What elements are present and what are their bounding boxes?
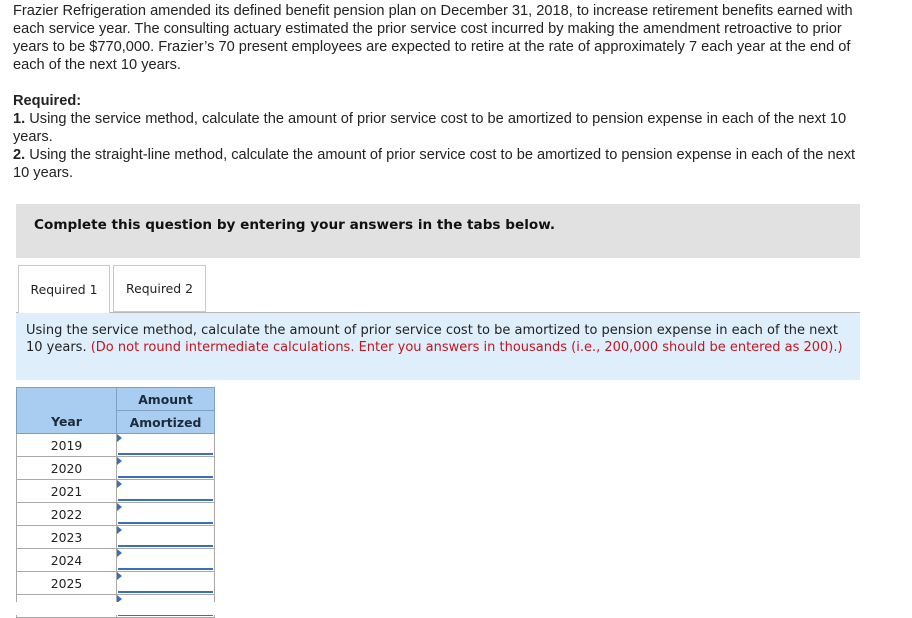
table-row — [17, 457, 215, 480]
required-item-1 — [13, 110, 873, 146]
required-item-number: 2. — [13, 147, 26, 163]
table-row — [17, 572, 215, 595]
amortization-table — [16, 387, 215, 618]
header-amount: Amount — [117, 388, 215, 411]
amount-input-box[interactable] — [118, 481, 213, 501]
amount-input-box[interactable] — [118, 504, 213, 524]
amount-input-2022[interactable] — [117, 503, 215, 526]
required-item-2 — [13, 146, 873, 182]
viewport-cutoff — [0, 602, 912, 615]
year-cell: 2025 — [17, 572, 117, 595]
table-row — [17, 526, 215, 549]
amount-input-2019[interactable] — [117, 434, 215, 457]
question-prompt — [16, 313, 860, 380]
required-item-number: 1. — [13, 111, 26, 127]
required-heading: Required: — [13, 93, 82, 109]
instruction-bar — [16, 204, 860, 258]
required-item-text: Using the service method, calculate the amount of prior service cost to be amortized to pension expense in each of the next 10 years. — [13, 111, 847, 145]
amount-input-box[interactable] — [118, 458, 213, 478]
year-cell: 2022 — [17, 503, 117, 526]
prompt-instruction: Using the service method, calculate the amount of prior service cost to be amortized to pension expense in each of the next 10 years. — [26, 323, 838, 355]
amount-input-2023[interactable] — [117, 526, 215, 549]
table-row — [17, 503, 215, 526]
instruction-text: Complete this question by entering your answers in the tabs below. — [34, 217, 556, 233]
tab-required-1[interactable]: Required 1 — [18, 265, 110, 313]
year-cell: 2023 — [17, 526, 117, 549]
problem-paragraph: Frazier Refrigeration amended its defined benefit pension plan on December 31, 2018, to increase retirement benefits earned with each service year. The consulting actuary estimated the prior service cost incurred by making the amendment retroactive to prior years to be $770,000. Frazier’s 70 present employees are expected to retire at the rate of approximately 7 each year at the end of each of the next 10 years. — [13, 3, 853, 73]
prompt-note: (Do not round intermediate calculations. Enter you answers in thousands (i.e., 200,000 should be entered as 200).) — [90, 339, 843, 355]
header-blank-cell — [17, 388, 117, 411]
required-item-text: Using the straight-line method, calculate the amount of prior service cost to be amortized to pension expense in each of the next 10 years. — [13, 147, 856, 181]
header-year: Year — [17, 411, 117, 434]
amount-input-2025[interactable] — [117, 572, 215, 595]
amount-input-box[interactable] — [118, 550, 213, 570]
amount-input-box[interactable] — [118, 573, 213, 593]
amount-input-box[interactable] — [118, 527, 213, 547]
amount-input-2020[interactable] — [117, 457, 215, 480]
amount-input-box[interactable] — [118, 435, 213, 455]
amount-input-2024[interactable] — [117, 549, 215, 572]
tab-required-2[interactable]: Required 2 — [113, 265, 206, 312]
table-row — [17, 480, 215, 503]
problem-statement — [13, 2, 873, 182]
year-cell: 2021 — [17, 480, 117, 503]
table-row — [17, 434, 215, 457]
amount-input-2021[interactable] — [117, 480, 215, 503]
table-row — [17, 549, 215, 572]
year-cell: 2020 — [17, 457, 117, 480]
year-cell: 2024 — [17, 549, 117, 572]
prompt-text — [26, 323, 846, 356]
year-cell: 2019 — [17, 434, 117, 457]
header-amortized: Amortized — [117, 411, 215, 434]
